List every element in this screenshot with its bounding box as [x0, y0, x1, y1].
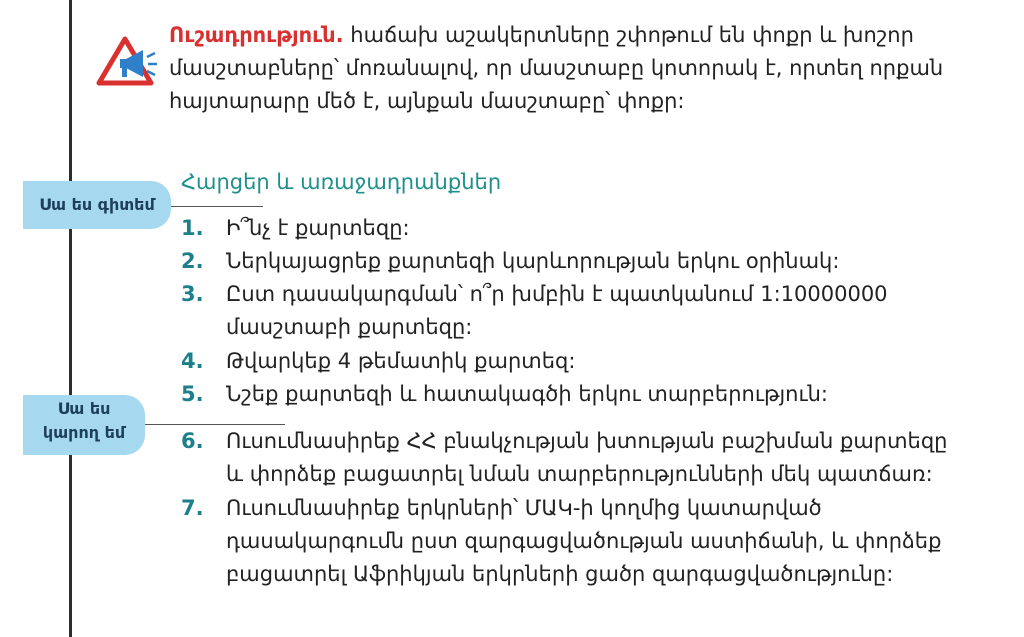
question-item-1 — [181, 212, 966, 245]
question-text: Ի՞նչ է քարտեզը: — [226, 216, 410, 240]
question-item-7 — [181, 492, 966, 591]
question-item-6 — [181, 425, 966, 491]
question-number: 5. — [181, 382, 204, 406]
question-number: 6. — [181, 429, 204, 453]
sidebar-tab-i-can — [23, 395, 145, 455]
question-item-3 — [181, 278, 966, 344]
question-number: 4. — [181, 349, 204, 373]
question-text: Նշեք քարտեզի և հատակագծի երկու տարբերություն: — [226, 382, 828, 406]
section-title: Հարցեր և առաջադրանքներ — [181, 170, 502, 194]
tab-divider-i-know — [171, 206, 263, 207]
sidebar-tab-i-can-line2: կարող եմ — [42, 423, 126, 442]
margin-spine-line — [69, 0, 72, 637]
question-text: Թվարկեք 4 թեմատիկ քարտեզ: — [226, 349, 576, 373]
question-number: 2. — [181, 249, 204, 273]
warning-megaphone-icon — [93, 33, 163, 89]
warning-label: Ուշադրություն. — [169, 23, 344, 47]
question-number: 3. — [181, 282, 204, 306]
sidebar-tab-i-know-label: Սա ես գիտեմ — [39, 195, 155, 214]
warning-text: հաճախ աշակերտները շփոթում են փոքր և խոշոր մասշտաբները՝ մոռանալով, որ մասշտաբը կոտորակ է, որտեղ որքան հայտարարը մեծ է, այնքան մասշտաբը՝ փոքր: — [169, 23, 944, 113]
question-item-4 — [181, 345, 966, 378]
sidebar-tab-i-can-line1: Սա ես — [57, 399, 111, 418]
question-item-2 — [181, 245, 966, 278]
sidebar-tab-i-know — [23, 181, 171, 229]
question-item-5 — [181, 378, 966, 411]
question-number: 1. — [181, 216, 204, 240]
question-number: 7. — [181, 496, 204, 520]
question-text: Ներկայացրեք քարտեզի կարևորության երկու օրինակ: — [226, 249, 840, 273]
question-text: Ըստ դասակարգման՝ ո՞ր խմբին է պատկանում 1:10000000 մասշտաբի քարտեզը: — [226, 282, 888, 339]
question-text: Ուսումնասիրեք երկրների՝ ՄԱԿ-ի կողմից կատարված դասակարգումն ըստ զարգացվածության աստիճանի, և փորձեք բացատրել Աֆրիկյան երկրների ցածր զարգացվածությունը: — [226, 496, 942, 586]
question-text: Ուսումնասիրեք ՀՀ բնակչության խտության բաշխման քարտեզը և փորձեք բացատրել նման տարբերությունների մեկ պատճառ: — [226, 429, 948, 486]
warning-paragraph — [169, 19, 989, 118]
